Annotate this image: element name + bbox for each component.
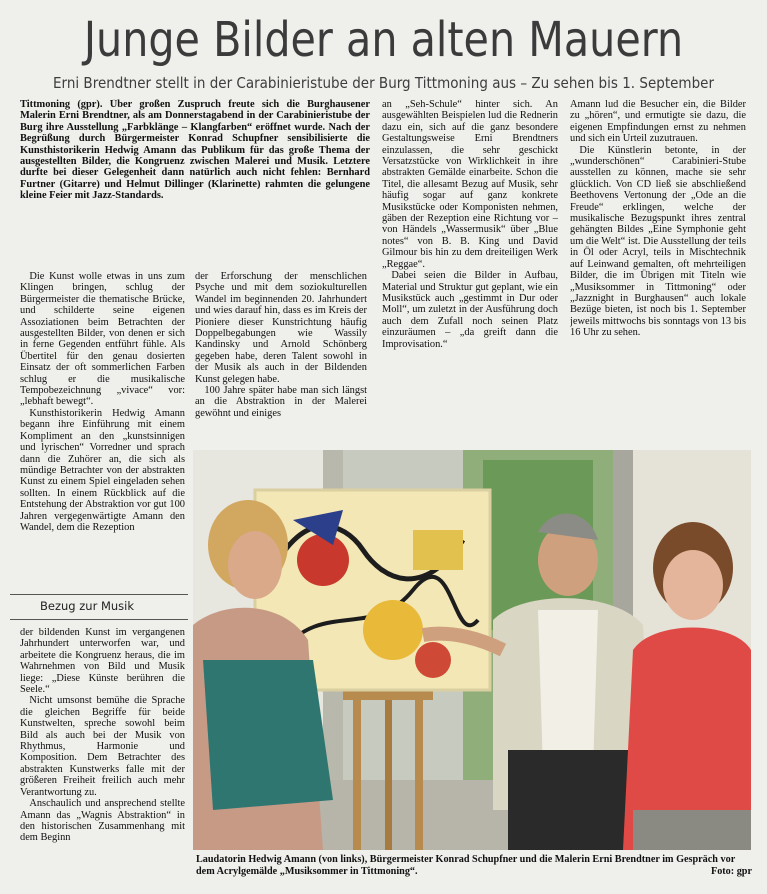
lead-paragraph [20, 99, 370, 255]
column-2 [195, 271, 367, 441]
column-4 [570, 99, 746, 444]
paragraph: 100 Jahre später habe man sich längst an die Abstraktion in der Malerei gewöhnt und einiges [195, 385, 367, 419]
caption-text: Laudatorin Hedwig Amann (von links), Bürgermeister Konrad Schupfner und die Malerin Erni Brendtner im Gespräch vor dem Acrylgemälde „Musiksommer in Tittmoning“. [196, 854, 736, 877]
paragraph: Nicht umsonst bemühe die Sprache die gleichen Begriffe für beide Kunstwelten, spreche sowohl beim Bild als auch bei der Musik von Rhythmus, Harmonie und Komposition. Dem Betrachter des abstrakten Kunstwerks falle mit der größeren Freiheit freilich auch mehr Verantwortung zu. [20, 695, 185, 798]
column-1-upper [20, 271, 185, 589]
paragraph: Die Kunst wolle etwas in uns zum Klingen bringen, schlug der Bürgermeister die thematische Brücke, und schilderte seine eigenen Assoziationen beim Betrachten der ausgestellten Bilder, von denen er sich in ferne Gegenden entführt fühle. Als Übertitel für den genau dosierten Einsatz der oft sommerlichen Farben schlug er die musikalische Tempobezeichnung „vivace“ vor: „lebhaft bewegt“. [20, 271, 185, 408]
subhead: Bezug zur Musik [40, 599, 135, 613]
paragraph: Kunsthistorikerin Hedwig Amann begann ihre Einführung mit einem Kompliment an den „kunstsinnigen und lyrischen“ Vorredner und sprach dann die Zuhörer an, die sich als mündige Betrachter von der abstrakten Kunst zu einem Spiel eingeladen sehen sollten. In einem Rückblick auf die Entstehung der Abstraktion vor gut 100 Jahren vergegenwärtigte Amann den Wandel, dem die Rezeption [20, 407, 185, 533]
paragraph: an „Seh-Schule“ hinter sich. An ausgewählten Beispielen lud die Rednerin dazu ein, sich auf die ganz besondere Gestaltungsweise Erni Brendtners einzulassen, die sehr geschickt Versatzstücke von Wirklichkeit in ihre abstrakten Gemälde einarbeite. Schon die Titel, die allesamt Bezug auf Musik, sehr häufig sogar auf ganz konkrete Musikstücke oder Komponisten nehmen, gäben der Rezeption eine Richtung vor – von Händels „Wassermusik“ über „Blue notes“ von B. B. King und David Gilmour bis hin zu dem dreiteiligen Werk „Reggae“. [382, 99, 558, 270]
lead-text: Über großen Zuspruch freute sich die Burghausener Malerin Erni Brendtner, als am Donnerstagabend in der Carabinieristube der Burg ihre Ausstellung „Farbklänge – Klangfarben“ eröffnet wurde. Nach der Begrüßung durch Bürgermeister Konrad Schupfner sensibilisierte die Kunsthistorikerin Hedwig Amann das Publikum für das große Thema der ausgestellten Bilder, die Kongruenz zwischen Malerei und Musik. Letztere durfte bei dieser Gelegenheit dann natürlich auch nicht fehlen: Bernhard Furtner (Gitarre) und Helmut Dillinger (Klarinette) rahmten die gelungene kleine Feier mit Jazz-Standards. [20, 99, 370, 202]
paragraph: Anschaulich und ansprechend stellte Amann das „Wagnis Abstraktion“ in den historischen Zusammenhang mit dem Beginn [20, 798, 185, 844]
headline: Junge Bilder an alten Mauern [83, 12, 684, 68]
photo [193, 450, 751, 850]
photo-illustration [193, 450, 751, 850]
column-1-lower [20, 627, 185, 887]
paragraph: der Erforschung der menschlichen Psyche und mit dem soziokulturellen Wandel im beginnenden 20. Jahrhundert und wies darauf hin, dass es im Kreis der Pioniere dieser Kunstrichtung häufig Doppelbegabungen wie Wassily Kandinsky und Arnold Schönberg gegeben habe, deren Talent sowohl in der Musik als auch in der Bildenden Kunst gelegen habe. [195, 271, 367, 385]
paragraph: Die Künstlerin betonte, in der „wunderschönen“ Carabinieri-Stube ausstellen zu können, mache sie sehr glücklich. Von CD ließ sie abschließend Beethovens Vertonung der „Ode an die Freude“ erklingen, welche der musikalische Bezugspunkt ihres zentral gehängten Bildes „Eine Symphonie geht um die Welt“ ist. Die Ausstellung der teils in Öl oder Acryl, teils in Mischtechnik auf Leinwand gemalten, oft mehrteiligen Bilder, die im Übrigen mit Titeln wie „Musiksommer in Tittmoning“ oder „Jazznight in Burghausen“ auch lokale Bezüge bieten, ist noch bis 1. September jeweils mittwochs bis sonntags von 13 bis 16 Uhr zu sehen. [570, 144, 746, 339]
column-3 [382, 99, 558, 444]
paragraph: Dabei seien die Bilder in Aufbau, Material und Struktur gut geplant, wie ein Musikstück auch „gestimmt in Dur oder Moll“, um zuletzt in der Ausführung doch auch dem Zufall noch seinen Platz einzuräumen – „da greift dann die Improvisation.“ [382, 270, 558, 350]
dateline: Tittmoning (gpr). [20, 99, 103, 110]
photo-credit: Foto: gpr [710, 866, 752, 877]
photo-caption [196, 854, 752, 878]
paragraph: Amann lud die Besucher ein, die Bilder zu „hören“, und ermutigte sie dazu, die eigenen Empfindungen ernst zu nehmen und sich ein Urteil zuzutrauen. [570, 99, 746, 145]
subheadline: Erni Brendtner stellt in der Carabinieristube der Burg Tittmoning aus – Zu sehen bis 1. September [52, 74, 714, 92]
paragraph: der bildenden Kunst im vergangenen Jahrhundert unterworfen war, und arbeitete die Kongruenz heraus, die im Wahrnehmen von Bild und Musik liege: „Diese Künste berühren die Seele.“ [20, 627, 185, 696]
